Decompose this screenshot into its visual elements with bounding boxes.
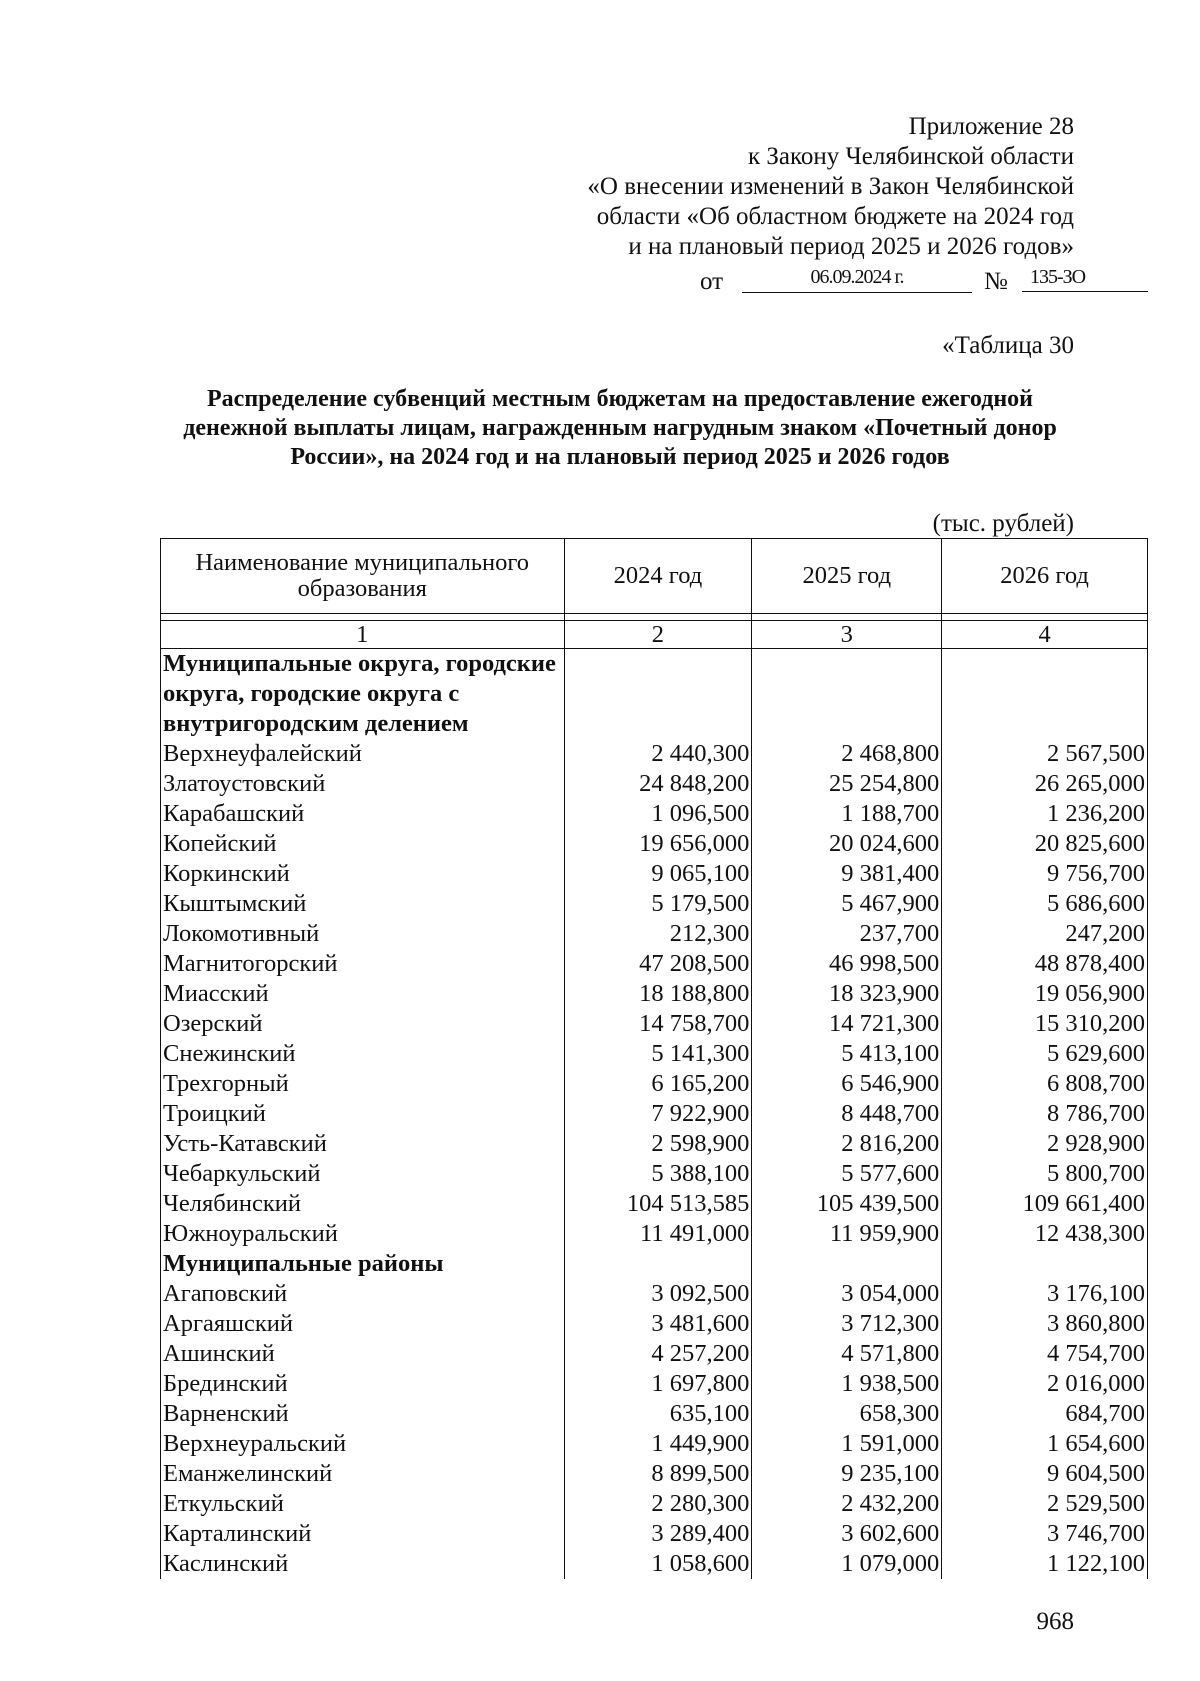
value-2026: 1 236,200: [942, 799, 1148, 829]
value-2025: 20 024,600: [752, 829, 942, 859]
value-2026: 8 786,700: [942, 1099, 1148, 1129]
value-2026: 2 016,000: [942, 1369, 1148, 1399]
value-2025: 2 432,200: [752, 1489, 942, 1519]
table-row: [161, 1039, 1148, 1069]
table-row: [161, 1459, 1148, 1489]
document-title: [150, 385, 1090, 472]
table-row: [161, 829, 1148, 859]
value-2025: 2 816,200: [752, 1129, 942, 1159]
municipality-name: Брединский: [161, 1369, 565, 1399]
title-line: России», на 2024 год и на плановый период 2025 и 2026 годов: [290, 444, 950, 470]
value-2026: 12 438,300: [942, 1219, 1148, 1249]
table-row: [161, 1009, 1148, 1039]
value-2024: 635,100: [564, 1399, 752, 1429]
value-2026: 19 056,900: [942, 979, 1148, 1009]
value-2026: 5 629,600: [942, 1039, 1148, 1069]
table-label: «Таблица 30: [942, 332, 1074, 359]
value-2026: 2 928,900: [942, 1129, 1148, 1159]
value-2026: 5 800,700: [942, 1159, 1148, 1189]
title-line: денежной выплаты лицам, награжденным нагрудным знаком «Почетный донор: [183, 415, 1057, 441]
value-2026: 1 122,100: [942, 1549, 1148, 1579]
value-2026: 2 567,500: [942, 739, 1148, 769]
value-2024: 18 188,800: [564, 979, 752, 1009]
value-2024: 5 141,300: [564, 1039, 752, 1069]
appendix-line: «О внесении изменений в Закон Челябинской: [587, 173, 1074, 200]
value-2025: 4 571,800: [752, 1339, 942, 1369]
law-reference-line: [700, 262, 1148, 302]
value-2025: 5 467,900: [752, 889, 942, 919]
value-2026: 2 529,500: [942, 1489, 1148, 1519]
value-2024: 2 440,300: [564, 739, 752, 769]
value-2025: 1 938,500: [752, 1369, 942, 1399]
value-2026: 26 265,000: [942, 769, 1148, 799]
section-row: [161, 1249, 1148, 1279]
column-number: 4: [942, 621, 1148, 649]
section-heading: Муниципальные районы: [161, 1249, 565, 1279]
municipality-name: Челябинский: [161, 1189, 565, 1219]
value-2024: 3 289,400: [564, 1519, 752, 1549]
table-row: [161, 1339, 1148, 1369]
municipality-name: Златоустовский: [161, 769, 565, 799]
municipality-name: Кыштымский: [161, 889, 565, 919]
value-2025: 237,700: [752, 919, 942, 949]
value-2026: 6 808,700: [942, 1069, 1148, 1099]
value-2024: 5 388,100: [564, 1159, 752, 1189]
municipality-name: Верхнеуфалейский: [161, 739, 565, 769]
title-line: Распределение субвенций местным бюджетам на предоставление ежегодной: [207, 386, 1033, 412]
subvention-table: [160, 538, 1148, 1579]
municipality-name: Озерский: [161, 1009, 565, 1039]
appendix-line: к Закону Челябинской области: [748, 143, 1074, 170]
value-2025: 105 439,500: [752, 1189, 942, 1219]
municipality-name: Снежинский: [161, 1039, 565, 1069]
value-2025: 1 079,000: [752, 1549, 942, 1579]
column-number: 2: [564, 621, 752, 649]
table-row: [161, 769, 1148, 799]
municipality-name: Верхнеуральский: [161, 1429, 565, 1459]
value-2024: 3 092,500: [564, 1279, 752, 1309]
table-row: [161, 1189, 1148, 1219]
municipality-name: Карабашский: [161, 799, 565, 829]
from-label: от: [700, 268, 724, 295]
value-2026: 3 176,100: [942, 1279, 1148, 1309]
table-row: [161, 739, 1148, 769]
value-2024: 24 848,200: [564, 769, 752, 799]
table-row: [161, 1549, 1148, 1579]
value-2026: 9 604,500: [942, 1459, 1148, 1489]
value-2024: 8 899,500: [564, 1459, 752, 1489]
value-2024: 1 096,500: [564, 799, 752, 829]
value-2026: 684,700: [942, 1399, 1148, 1429]
appendix-header: [514, 112, 1074, 262]
units-label: (тыс. рублей): [932, 510, 1074, 537]
table-row: [161, 1099, 1148, 1129]
table-row: [161, 1279, 1148, 1309]
municipality-name: Троицкий: [161, 1099, 565, 1129]
municipality-name: Миасский: [161, 979, 565, 1009]
page-number: 968: [1036, 1608, 1074, 1635]
table-row: [161, 799, 1148, 829]
value-2024: 3 481,600: [564, 1309, 752, 1339]
value-2026: 20 825,600: [942, 829, 1148, 859]
column-number-row: [161, 621, 1148, 649]
value-2025: 8 448,700: [752, 1099, 942, 1129]
header-2026: 2026 год: [942, 539, 1148, 614]
value-2026: 1 654,600: [942, 1429, 1148, 1459]
value-2024: 9 065,100: [564, 859, 752, 889]
table-row: [161, 949, 1148, 979]
header-municipality: Наименование муниципального образования: [161, 539, 565, 614]
value-2026: 15 310,200: [942, 1009, 1148, 1039]
value-2026: 109 661,400: [942, 1189, 1148, 1219]
value-2025: 3 712,300: [752, 1309, 942, 1339]
value-2024: 4 257,200: [564, 1339, 752, 1369]
municipality-name: Трехгорный: [161, 1069, 565, 1099]
law-date: 06.09.2024 г.: [742, 262, 972, 293]
value-2025: 3 602,600: [752, 1519, 942, 1549]
value-2025: 5 413,100: [752, 1039, 942, 1069]
table-row: [161, 919, 1148, 949]
separator-row: [161, 614, 1148, 621]
value-2024: 1 058,600: [564, 1549, 752, 1579]
municipality-name: Еткульский: [161, 1489, 565, 1519]
value-2025: 46 998,500: [752, 949, 942, 979]
value-2024: 212,300: [564, 919, 752, 949]
value-2024: 19 656,000: [564, 829, 752, 859]
municipality-name: Усть-Катавский: [161, 1129, 565, 1159]
value-2024: 5 179,500: [564, 889, 752, 919]
table-row: [161, 1489, 1148, 1519]
table-row: [161, 1399, 1148, 1429]
municipality-name: Локомотивный: [161, 919, 565, 949]
header-2024: 2024 год: [564, 539, 752, 614]
value-2026: 3 746,700: [942, 1519, 1148, 1549]
value-2024: 104 513,585: [564, 1189, 752, 1219]
table-row: [161, 1129, 1148, 1159]
municipality-name: Магнитогорский: [161, 949, 565, 979]
table-row: [161, 1219, 1148, 1249]
value-2024: 1 697,800: [564, 1369, 752, 1399]
number-label: №: [984, 268, 1008, 295]
appendix-line: области «Об областном бюджете на 2024 год: [596, 203, 1074, 230]
appendix-line: и на плановый период 2025 и 2026 годов»: [628, 233, 1074, 260]
header-row: [161, 539, 1148, 614]
table-body: [161, 649, 1148, 1580]
value-2026: 48 878,400: [942, 949, 1148, 979]
municipality-name: Карталинский: [161, 1519, 565, 1549]
table-row: [161, 1069, 1148, 1099]
header-2025: 2025 год: [752, 539, 942, 614]
table-row: [161, 1519, 1148, 1549]
value-2026: 9 756,700: [942, 859, 1148, 889]
value-2024: 1 449,900: [564, 1429, 752, 1459]
section-heading: Муниципальные округа, городские округа, городские округа с внутригородским делением: [161, 649, 565, 740]
table-row: [161, 1309, 1148, 1339]
value-2025: 14 721,300: [752, 1009, 942, 1039]
municipality-name: Каслинский: [161, 1549, 565, 1579]
value-2026: 3 860,800: [942, 1309, 1148, 1339]
municipality-name: Южноуральский: [161, 1219, 565, 1249]
municipality-name: Варненский: [161, 1399, 565, 1429]
value-2024: 2 280,300: [564, 1489, 752, 1519]
table-row: [161, 1159, 1148, 1189]
value-2025: 1 591,000: [752, 1429, 942, 1459]
value-2025: 18 323,900: [752, 979, 942, 1009]
municipality-name: Агаповский: [161, 1279, 565, 1309]
table-row: [161, 859, 1148, 889]
table-row: [161, 979, 1148, 1009]
table-row: [161, 1429, 1148, 1459]
table-row: [161, 889, 1148, 919]
appendix-line: Приложение 28: [908, 113, 1074, 140]
value-2025: 658,300: [752, 1399, 942, 1429]
municipality-name: Коркинский: [161, 859, 565, 889]
value-2025: 3 054,000: [752, 1279, 942, 1309]
value-2024: 7 922,900: [564, 1099, 752, 1129]
value-2026: 5 686,600: [942, 889, 1148, 919]
table-row: [161, 1369, 1148, 1399]
value-2026: 4 754,700: [942, 1339, 1148, 1369]
value-2025: 5 577,600: [752, 1159, 942, 1189]
value-2024: 11 491,000: [564, 1219, 752, 1249]
municipality-name: Аргаяшский: [161, 1309, 565, 1339]
municipality-name: Еманжелинский: [161, 1459, 565, 1489]
section-row: [161, 649, 1148, 740]
value-2024: 14 758,700: [564, 1009, 752, 1039]
column-number: 3: [752, 621, 942, 649]
value-2025: 11 959,900: [752, 1219, 942, 1249]
value-2025: 2 468,800: [752, 739, 942, 769]
value-2025: 25 254,800: [752, 769, 942, 799]
value-2025: 9 235,100: [752, 1459, 942, 1489]
value-2026: 247,200: [942, 919, 1148, 949]
value-2025: 6 546,900: [752, 1069, 942, 1099]
value-2025: 9 381,400: [752, 859, 942, 889]
municipality-name: Копейский: [161, 829, 565, 859]
municipality-name: Ашинский: [161, 1339, 565, 1369]
value-2024: 2 598,900: [564, 1129, 752, 1159]
law-number: 135-ЗО: [1022, 262, 1148, 292]
value-2024: 47 208,500: [564, 949, 752, 979]
value-2025: 1 188,700: [752, 799, 942, 829]
column-number: 1: [161, 621, 565, 649]
value-2024: 6 165,200: [564, 1069, 752, 1099]
municipality-name: Чебаркульский: [161, 1159, 565, 1189]
